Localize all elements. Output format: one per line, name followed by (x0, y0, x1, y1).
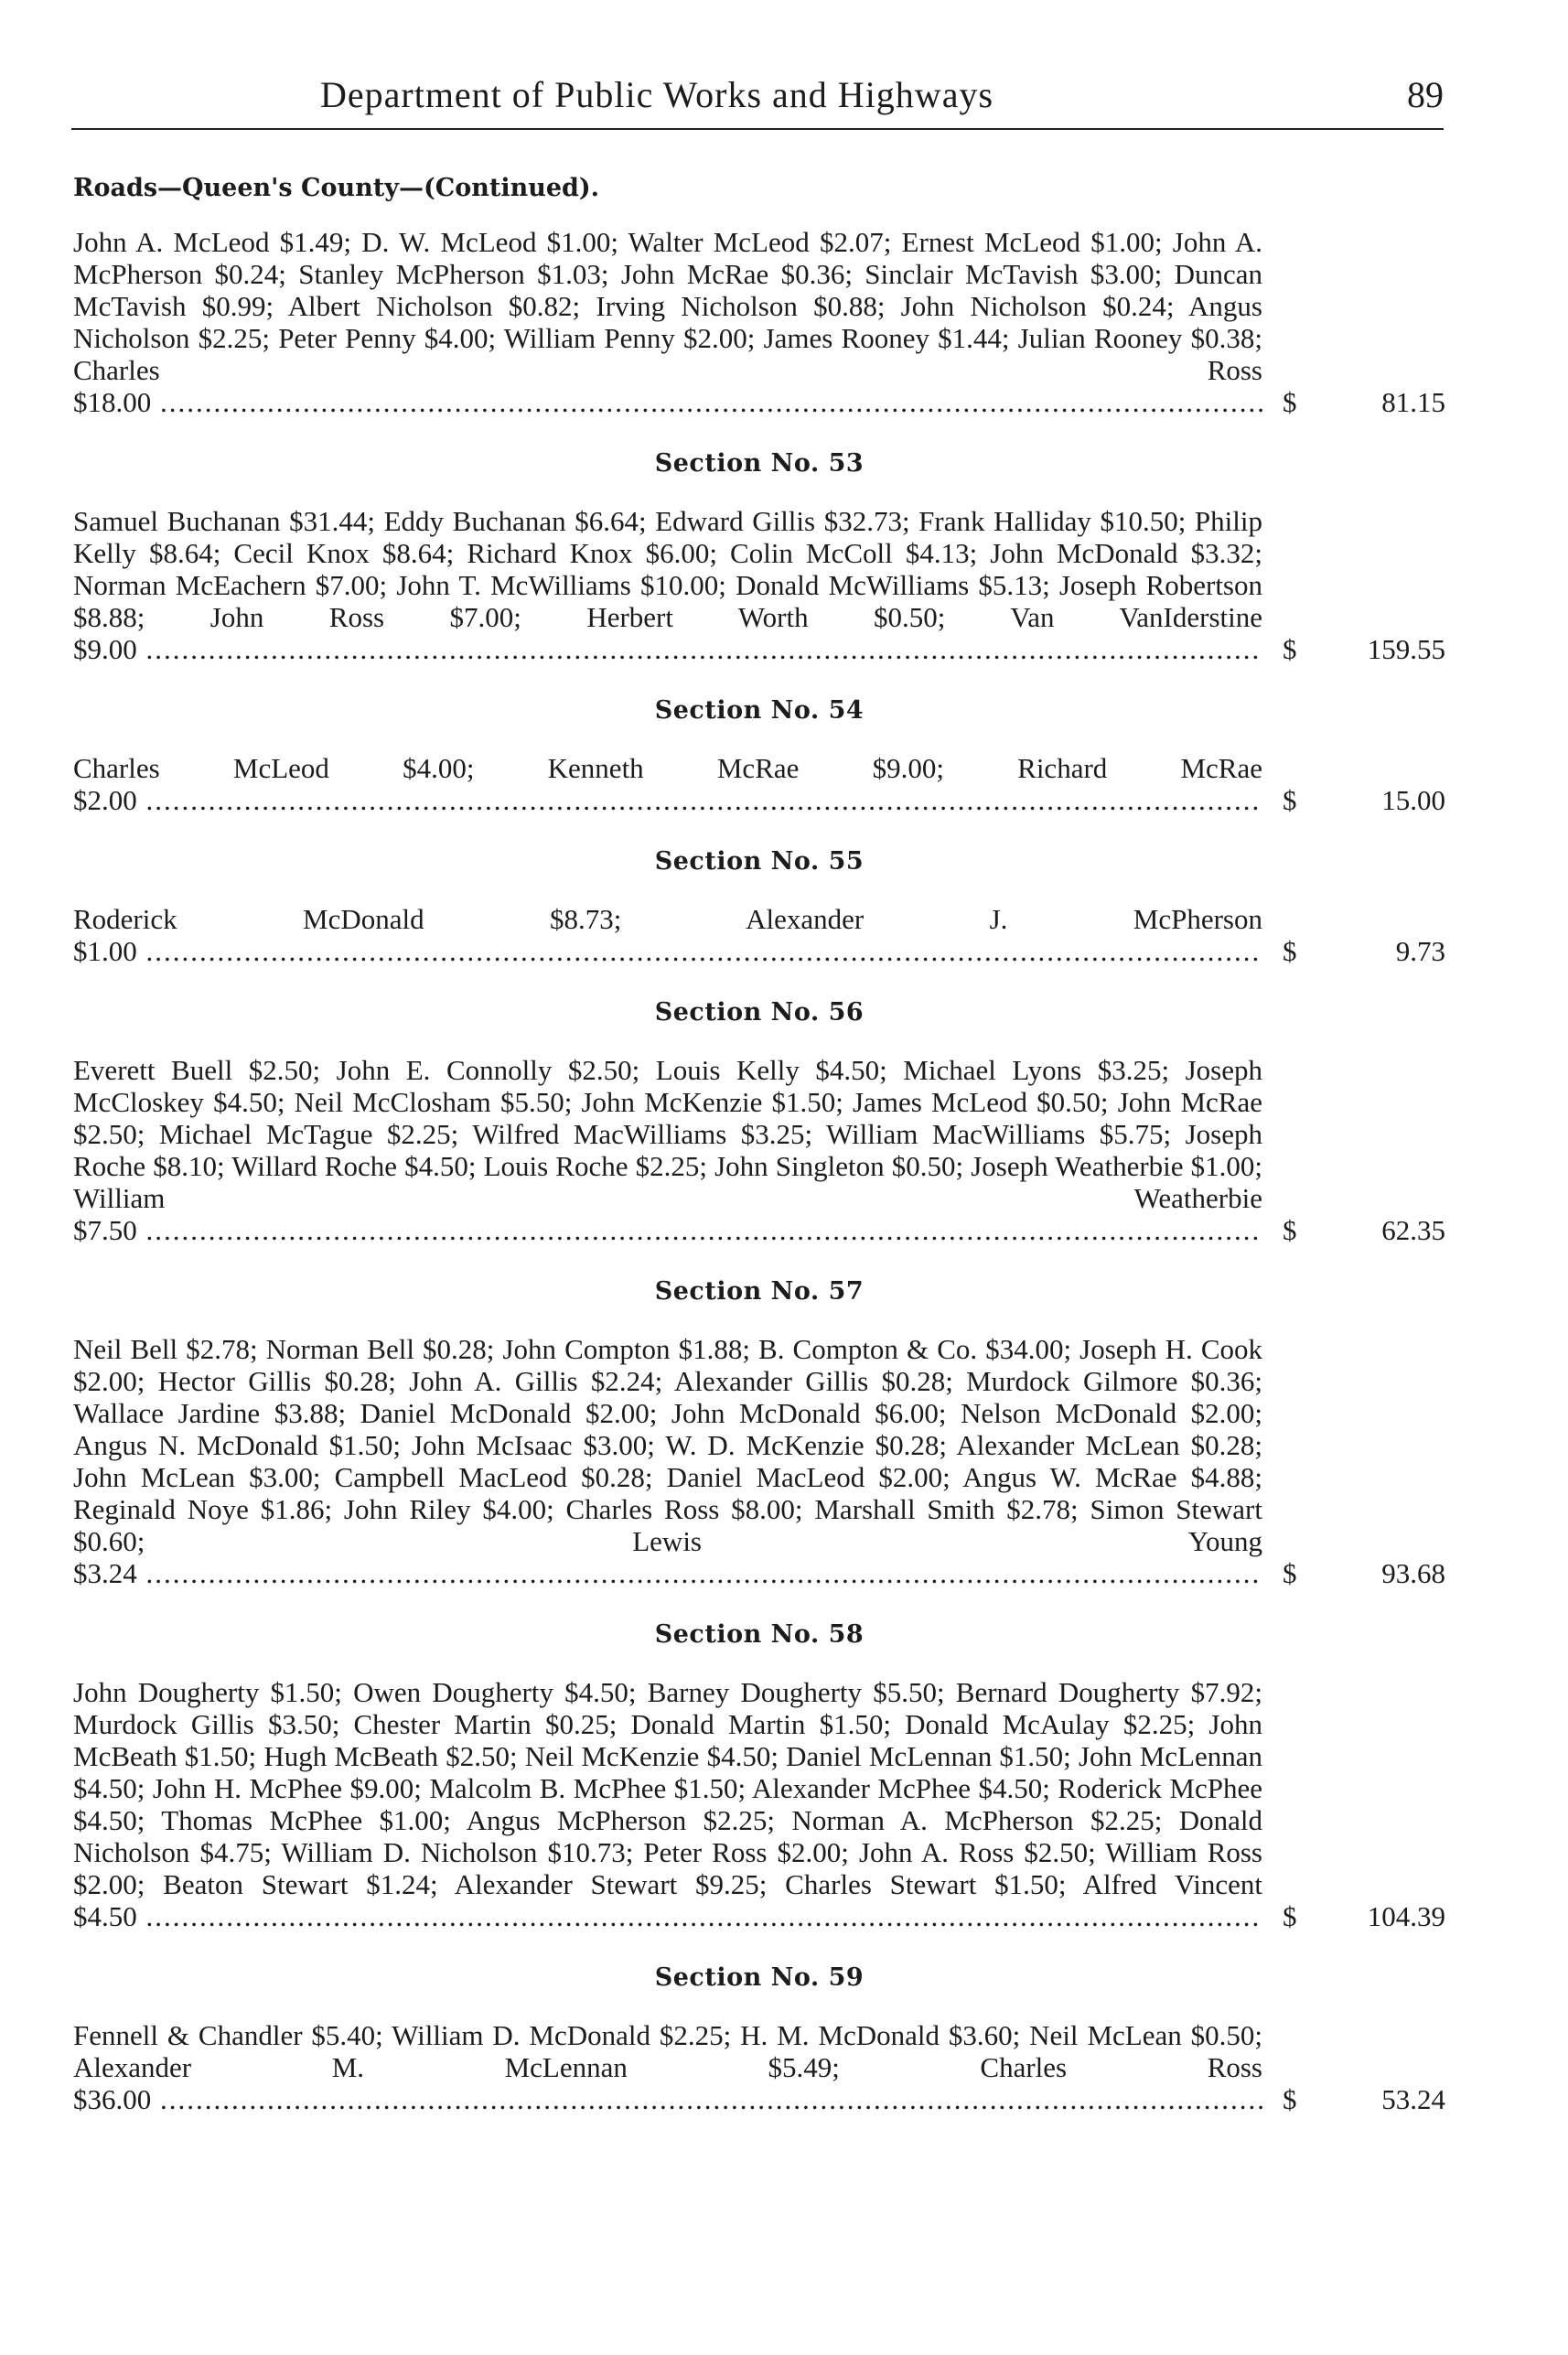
payee-names: Neil Bell $2.78; Norman Bell $0.28; John Compton $1.88; B. Compton & Co. $34.00; Joseph H. Cook $2.00; Hector Gillis $0.28; John A. Gillis $2.24; Alexander Gillis $0.28; Murdock Gilmore $0.36; Wallace Jardine $3.88; Daniel McDonald $2.00; John McDonald $6.00; Nelson McDonald $2.00; Angus N. McDonald $1.50; John McIsaac $3.00; W. D. McKenzie $0.28; Alexander McLean $0.28; John McLean $3.00; Campbell MacLeod $0.28; Daniel MacLeod $2.00; Angus W. McRae $4.88; Reginald Noye $1.86; John Riley $4.00; Charles Ross $8.00; Marshall Smith $2.78; Simon Stewart $0.60; Lewis Young $3.24 ..... (73, 1333, 1262, 1589)
continued-heading: Roads—Queen's County—(Continued). (73, 174, 600, 202)
currency-symbol: $ (1283, 1214, 1297, 1246)
section-heading: Section No. 57 (654, 1277, 865, 1306)
payment-entry (73, 226, 1445, 418)
page-number: 89 (1407, 74, 1444, 115)
payee-list (73, 2019, 1262, 2115)
payee-names: Roderick McDonald $8.73; Alexander J. McPherson $1.00 ..... (73, 903, 1262, 967)
payee-list (73, 752, 1262, 816)
section-heading: Section No. 59 (654, 1963, 865, 1992)
section-heading: Section No. 54 (654, 696, 865, 725)
payment-entry (73, 1054, 1445, 1246)
payee-names: Fennell & Chandler $5.40; William D. McDonald $2.25; H. M. McDonald $3.60; Neil McLean $0.50; Alexander M. McLennan $5.49; Charles Ross $36.00 ..... (73, 2019, 1262, 2115)
payee-names: John Dougherty $1.50; Owen Dougherty $4.50; Barney Dougherty $5.50; Bernard Dougherty $7.92; Murdock Gillis $3.50; Chester Martin $0.25; Donald Martin $1.50; Donald McAulay $2.25; John McBeath $1.50; Hugh McBeath $2.50; Neil McKenzie $4.50; Daniel McLennan $1.50; John McLennan $4.50; John H. McPhee $9.00; Malcolm B. McPhee $1.50; Alexander McPhee $4.50; Roderick McPhee $4.50; Thomas McPhee $1.00; Angus McPherson $2.25; Norman A. McPherson $2.25; Donald Nicholson $4.75; William D. Nicholson $10.73; Peter Ross $2.00; John A. Ross $2.50; William Ross $2.00; Beaton Stewart $1.24; Alexander Stewart $9.25; Charles Stewart $1.50; Alfred Vincent $4.50 ..... (73, 1676, 1262, 1932)
currency-symbol: $ (1283, 935, 1297, 967)
section-heading: Section No. 56 (654, 998, 865, 1027)
running-head-title: Department of Public Works and Highways (319, 74, 994, 115)
section-total: 9.73 (1395, 935, 1445, 967)
section-heading: Section No. 53 (654, 449, 865, 478)
header-rule (71, 128, 1444, 130)
payee-list (73, 1676, 1262, 1932)
payee-names: Charles McLeod $4.00; Kenneth McRae $9.00; Richard McRae $2.00 ..... (73, 752, 1262, 816)
section-total: 159.55 (1367, 633, 1445, 665)
page-header (71, 66, 1444, 130)
currency-symbol: $ (1283, 633, 1297, 665)
payment-entry (73, 505, 1445, 665)
payment-entry (73, 1333, 1445, 1589)
payee-list (73, 903, 1262, 967)
payment-entry (73, 2019, 1445, 2115)
payee-names: Samuel Buchanan $31.44; Eddy Buchanan $6.64; Edward Gillis $32.73; Frank Halliday $10.50; Philip Kelly $8.64; Cecil Knox $8.64; Richard Knox $6.00; Colin McColl $4.13; John McDonald $3.32; Norman McEachern $7.00; John T. McWilliams $10.00; Donald McWilliams $5.13; Joseph Robertson $8.88; John Ross $7.00; Herbert Worth $0.50; Van VanIderstine $9.00 ..... (73, 505, 1262, 665)
payment-entry (73, 752, 1445, 816)
currency-symbol: $ (1283, 1900, 1297, 1932)
section-heading: Section No. 58 (654, 1620, 865, 1649)
section-total: 15.00 (1381, 784, 1445, 816)
section-total: 93.68 (1381, 1557, 1445, 1589)
section-heading: Section No. 55 (654, 847, 865, 876)
currency-symbol: $ (1283, 1557, 1297, 1589)
payee-list (73, 1054, 1262, 1246)
entries-list (73, 226, 1445, 2115)
section-total: 81.15 (1381, 386, 1445, 418)
currency-symbol: $ (1283, 2083, 1297, 2115)
payee-list (73, 226, 1262, 418)
payee-names: John A. McLeod $1.49; D. W. McLeod $1.00; Walter McLeod $2.07; Ernest McLeod $1.00; John A. McPherson $0.24; Stanley McPherson $1.03; John McRae $0.36; Sinclair McTavish $3.00; Duncan McTavish $0.99; Albert Nicholson $0.82; Irving Nicholson $0.88; John Nicholson $0.24; Angus Nicholson $2.25; Peter Penny $4.00; William Penny $2.00; James Rooney $1.44; Julian Rooney $0.38; Charles Ross $18.00 ..... (73, 226, 1262, 418)
section-total: 104.39 (1367, 1900, 1445, 1932)
payee-list (73, 505, 1262, 665)
currency-symbol: $ (1283, 784, 1297, 816)
payment-entry (73, 1676, 1445, 1932)
section-total: 62.35 (1381, 1214, 1445, 1246)
page-content (73, 174, 1445, 2115)
payee-names: Everett Buell $2.50; John E. Connolly $2.50; Louis Kelly $4.50; Michael Lyons $3.25; Joseph McCloskey $4.50; Neil McClosham $5.50; John McKenzie $1.50; James McLeod $0.50; John McRae $2.50; Michael McTague $2.25; Wilfred MacWilliams $3.25; William MacWilliams $5.75; Joseph Roche $8.10; Willard Roche $4.50; Louis Roche $2.25; John Singleton $0.50; Joseph Weatherbie $1.00; William Weatherbie $7.50 ..... (73, 1054, 1262, 1246)
section-total: 53.24 (1381, 2083, 1445, 2115)
payment-entry (73, 903, 1445, 967)
currency-symbol: $ (1283, 386, 1297, 418)
payee-list (73, 1333, 1262, 1589)
